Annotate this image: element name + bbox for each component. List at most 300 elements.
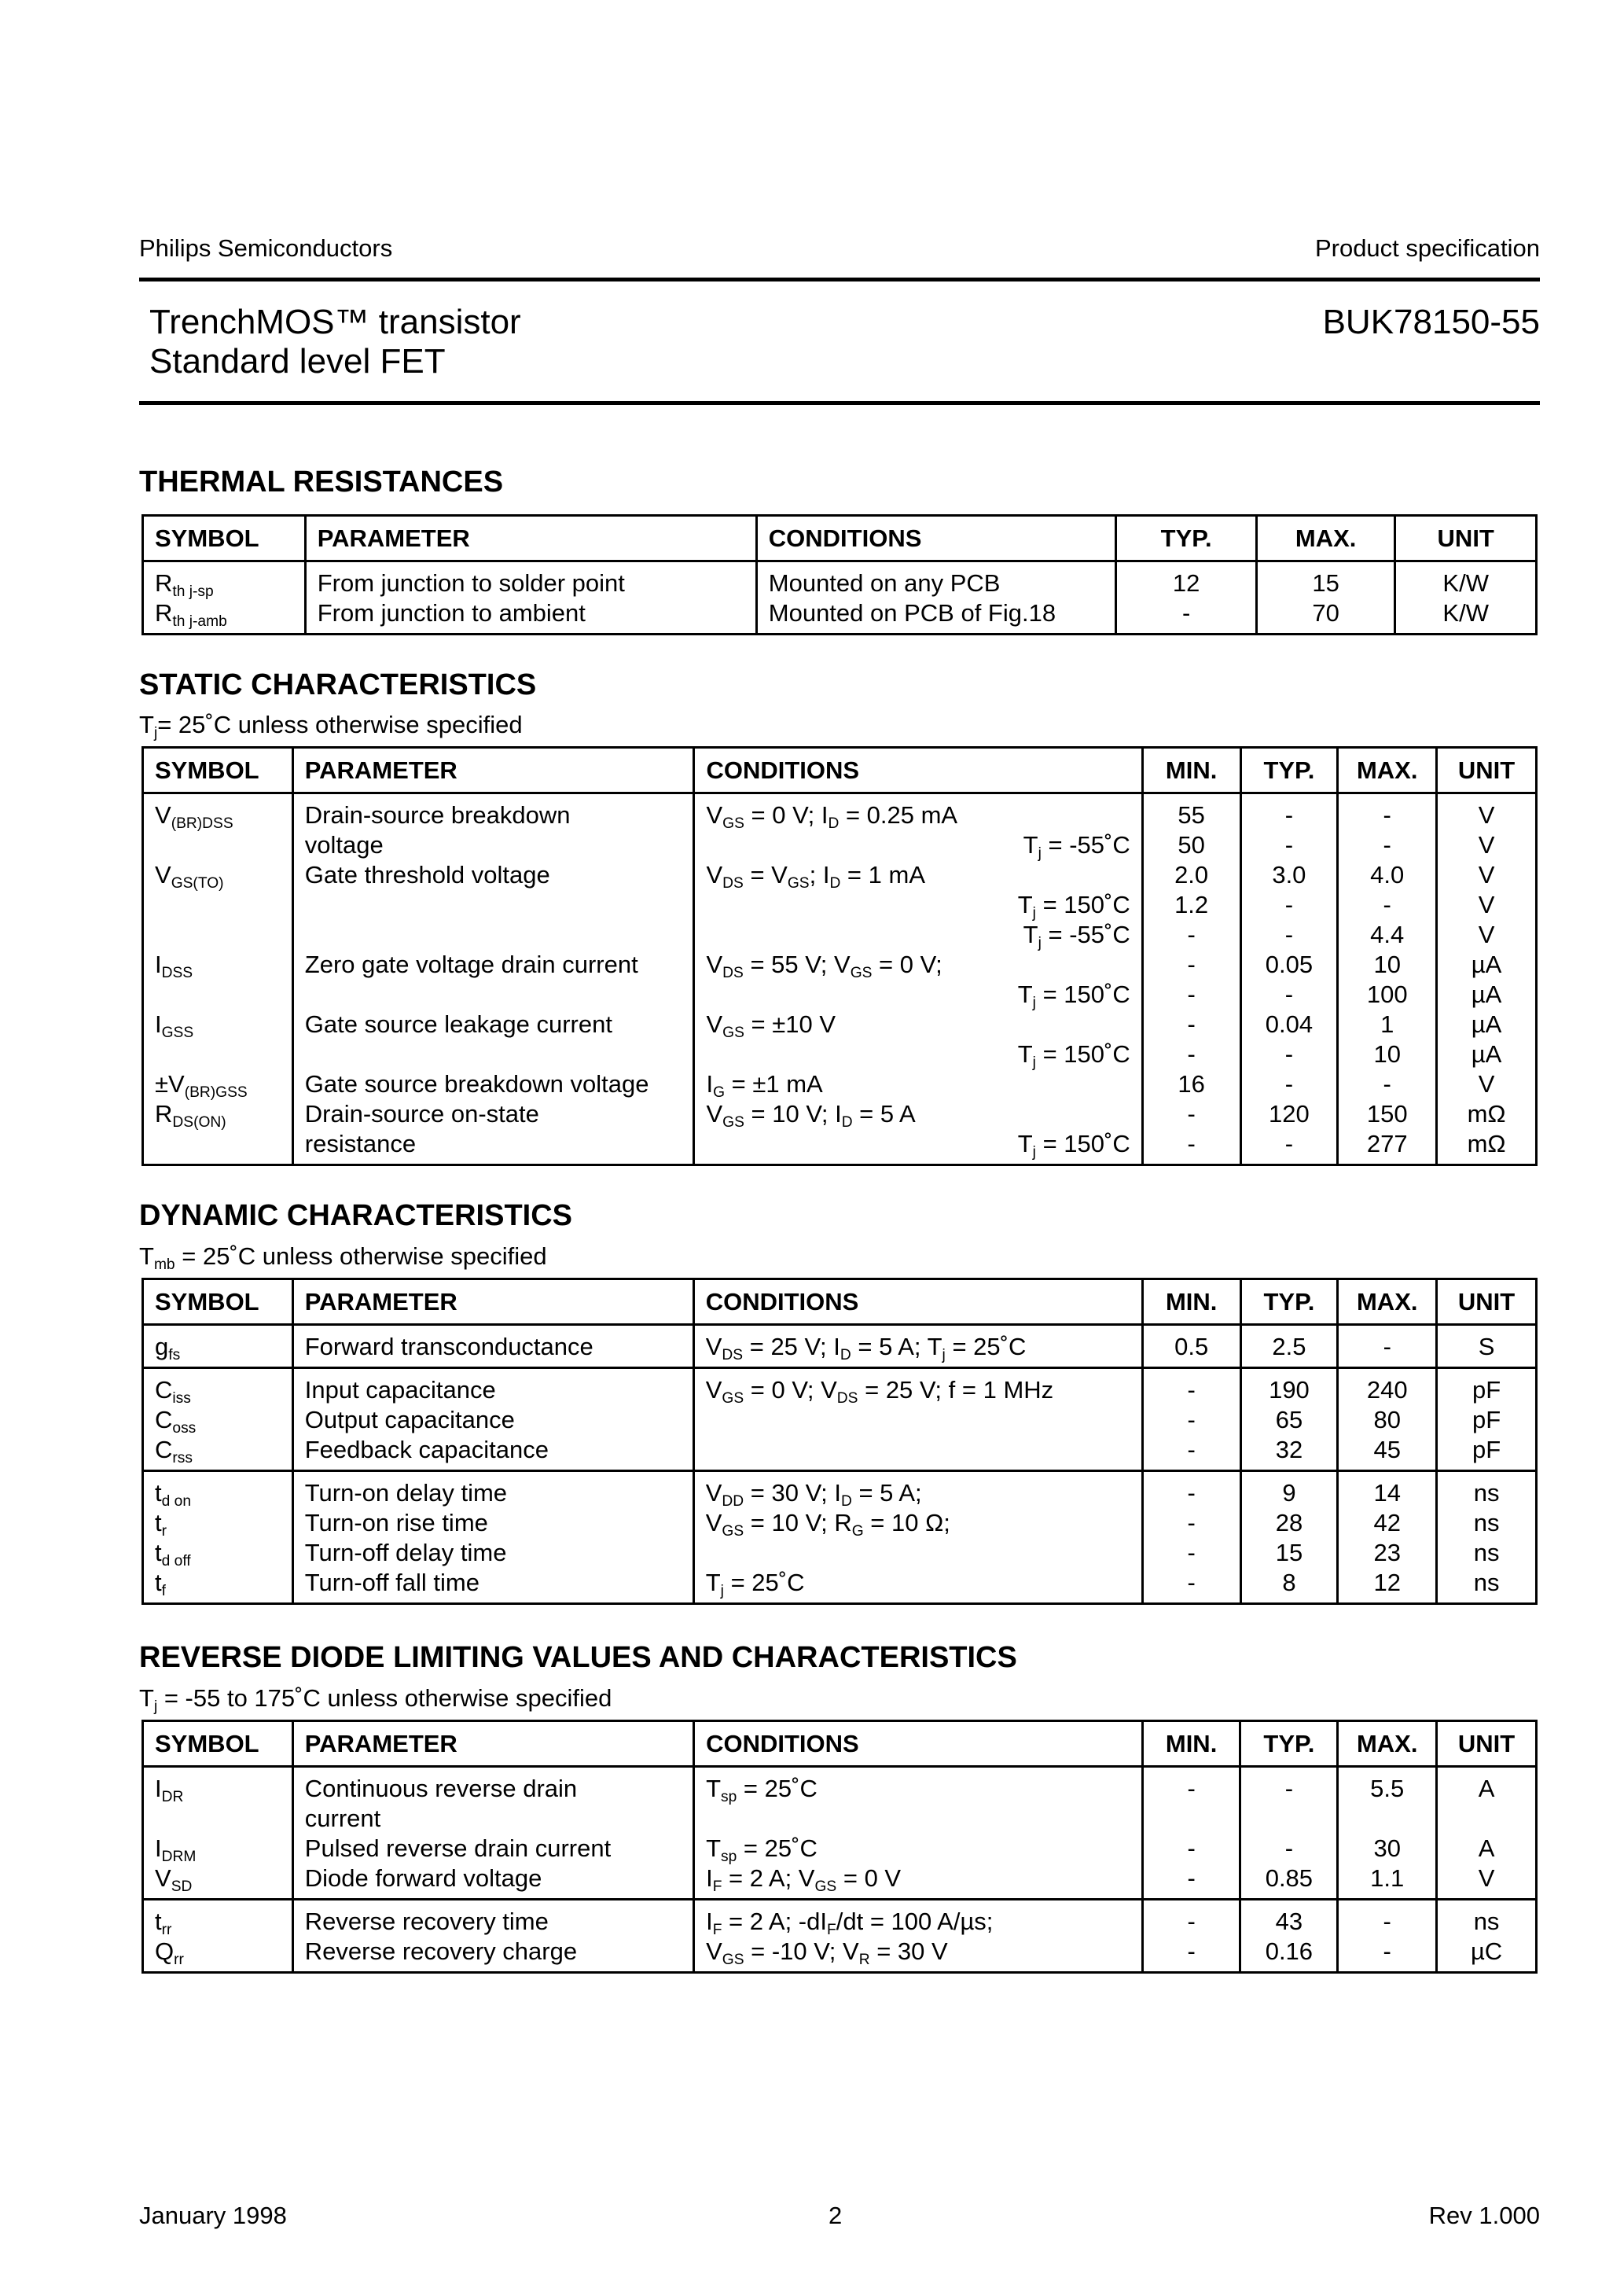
symbol-subscript: (BR)DSS [171,815,233,833]
equals-sign: = [1035,1130,1064,1157]
max-value: - [1383,1937,1391,1965]
symbol [155,1129,281,1159]
symbol-subscript: SD [171,1878,193,1896]
condition-text: Mounted on any PCB [768,569,1001,597]
condition-part: V [706,1937,722,1965]
top-rule [139,278,1540,281]
condition-text [706,1405,1130,1435]
condition-text [706,800,1130,833]
row-group [143,1368,1537,1471]
condition-text [706,1538,1130,1568]
parameter-text: Zero gate voltage drain current [304,951,638,978]
condition-text [706,1568,1130,1598]
unit-value: µA [1471,1010,1502,1038]
symbol-subscript: GS(TO) [171,875,224,892]
min-cell [1142,793,1240,1165]
symbol-subscript: oss [172,1420,197,1437]
condition-text [706,1478,1130,1508]
symbol [155,1834,281,1864]
min-value: 16 [1178,1070,1205,1098]
max-cell [1338,793,1437,1165]
symbol-letter: I [155,1775,162,1802]
symbol-subscript: rr [174,1952,184,1969]
unit-value: A [1478,1834,1495,1862]
symbol [155,920,281,950]
min-value: - [1187,1834,1196,1862]
symbol-letter: t [155,1908,162,1935]
condition-text [706,1804,1130,1834]
max-value: 240 [1366,1376,1408,1404]
symbol-subscript: th j-amb [172,613,227,631]
table-row [143,1767,1537,1900]
condition-subscript: DD [722,1493,744,1510]
condition-subscript: F [712,1878,722,1896]
parameter-text: From junction to solder point [317,569,625,597]
unit-value: V [1478,1864,1495,1892]
symbol-letter: t [155,1509,162,1536]
column-header: CONDITIONS [694,748,1142,793]
typ-value: 2.5 [1272,1333,1306,1360]
typ-value: 28 [1275,1509,1303,1536]
parameter-text: Drain-source breakdown [304,801,571,829]
symbol-letter: t [155,1479,162,1507]
symbol [155,568,293,601]
thermal-table [141,514,1538,635]
condition-part: = 55 V; V [743,951,851,978]
column-header: TYP. [1116,516,1256,561]
condition-text [706,1069,1130,1102]
temperature-symbol: T [1017,1130,1033,1157]
parameter-cell [305,561,756,635]
max-value: 10 [1373,1040,1401,1068]
company-name: Philips Semiconductors [139,234,393,262]
typ-value: 15 [1275,1539,1303,1566]
column-header: MAX. [1338,1279,1437,1325]
condition-part: = 10 V; I [744,1100,842,1128]
temperature-value: 150˚C [1064,981,1130,1008]
max-value: 1 [1380,1010,1394,1038]
condition-part: = 25 V; f = 1 MHz [858,1376,1054,1404]
parameter-text [305,890,682,920]
condition-part: V [705,1333,722,1360]
max-value: 14 [1373,1479,1401,1507]
dynamic-note-t: T [139,1242,154,1270]
condition-subscript: DS [722,875,744,892]
max-value: - [1383,891,1391,918]
temperature-symbol: T [1017,981,1033,1008]
condition-text [706,1774,1130,1804]
min-value: - [1187,1010,1196,1038]
max-value: 4.4 [1370,921,1405,948]
condition-part: = V [743,861,788,889]
condition-part: = 0 V; V [744,1376,837,1404]
condition-part: I [706,1070,714,1098]
table-row [143,1900,1537,1973]
condition-part: = 5 A; [851,1479,922,1507]
condition-part: = 25˚C [737,1775,818,1802]
thermal-heading: THERMAL RESISTANCES [139,465,504,499]
condition-part: = 10 Ω; [863,1509,950,1536]
condition-subscript: GS [850,965,873,982]
condition-text [706,1435,1130,1465]
parameter-text: Gate source leakage current [304,1010,612,1038]
column-header: CONDITIONS [756,516,1116,561]
symbol [155,860,281,890]
unit-value: µA [1471,1040,1502,1068]
symbol-subscript: fs [168,1347,181,1364]
typ-value: - [1284,1130,1294,1157]
dynamic-note-text: = 25˚C unless otherwise specified [175,1242,547,1270]
unit-value: V [1478,1070,1495,1098]
static-table [141,746,1538,1166]
temperature-condition [706,1129,1130,1159]
typ-value: - [1284,801,1294,829]
typ-value: 32 [1275,1436,1303,1463]
symbol-letter: R [155,1100,173,1128]
symbol [155,830,281,860]
temperature-condition [706,830,1130,863]
equals-sign: = [1041,831,1070,859]
parameter-cell [292,1368,693,1471]
column-header: SYMBOL [143,1721,293,1767]
max-value: - [1383,801,1391,829]
max-value [1350,1804,1424,1834]
typ-cell [1240,793,1338,1165]
column-header: UNIT [1395,516,1537,561]
typ-value: - [1284,1775,1294,1802]
unit-value: mΩ [1467,1100,1506,1128]
table-row [143,561,1537,635]
part-number: BUK78150-55 [1322,303,1540,341]
static-note-text: = 25˚C unless otherwise specified [157,711,523,738]
max-cell [1338,1368,1437,1471]
symbol [155,598,293,631]
parameter-text: Reverse recovery time [304,1908,549,1935]
condition-subscript: F [827,1922,836,1939]
condition-part: V [705,1509,722,1536]
condition-part: = 5 A [852,1100,916,1128]
max-value: 100 [1366,981,1408,1008]
condition-subscript: GS [722,1025,744,1042]
max-value: 5.5 [1370,1775,1405,1802]
condition-subscript: G [713,1084,726,1102]
unit-value: S [1478,1333,1495,1360]
typ-value: 65 [1275,1406,1303,1433]
parameter-text: Drain-source on-state [304,1100,539,1128]
temperature-symbol: T [1017,891,1033,918]
symbol [155,1864,281,1896]
unit-value: µA [1471,981,1502,1008]
table-header-row [143,1279,1537,1325]
condition-part: = 1 mA [840,861,925,889]
min-value: - [1187,1479,1196,1507]
static-heading: STATIC CHARACTERISTICS [139,668,537,701]
table-row [143,1368,1537,1471]
reverse-note [139,1684,612,1716]
symbol-letter: R [155,599,173,627]
row-group [143,1900,1537,1973]
parameter-text: Turn-on rise time [304,1509,488,1536]
symbol-letter: V [155,861,171,889]
unit-value: V [1478,861,1495,889]
condition-subscript: j [720,1583,724,1600]
unit-value: ns [1473,1908,1500,1935]
static-note-sub: j [153,725,158,742]
max-cell [1338,1325,1437,1368]
typ-value: 9 [1282,1479,1296,1507]
column-header: MIN. [1142,748,1240,793]
parameter-cell [292,1325,693,1368]
reverse-note-sub: j [153,1698,158,1716]
typ-value: - [1181,599,1191,627]
unit-value: K/W [1442,569,1489,597]
column-header: PARAMETER [292,1721,693,1767]
unit-value: ns [1473,1569,1500,1596]
parameter-cell [292,1767,693,1900]
typ-value [1252,1804,1325,1834]
temperature-value: 150˚C [1064,1130,1130,1157]
min-value: - [1187,1775,1196,1802]
condition-part: T [706,1834,722,1862]
min-value: - [1187,1509,1196,1536]
max-value: 12 [1373,1569,1401,1596]
product-title-line1: TrenchMOS™ transistor [149,303,521,341]
symbol-subscript: d off [161,1553,191,1570]
typ-value: - [1284,1070,1294,1098]
unit-value [1449,1804,1524,1834]
equals-sign: = [1035,1040,1064,1068]
min-value: - [1187,1130,1196,1157]
symbol-cell [143,1325,293,1368]
typ-value: 8 [1282,1569,1296,1596]
symbol-subscript: GSS [161,1025,194,1042]
max-value: - [1383,1908,1391,1935]
symbol [155,1478,281,1508]
temperature-value: 150˚C [1064,891,1130,918]
min-value: 50 [1178,831,1205,859]
condition-part: I [706,1908,713,1935]
parameter-text: voltage [304,831,384,859]
condition-text [706,1864,1130,1896]
max-value: 10 [1373,951,1401,978]
symbol-subscript: d on [161,1493,191,1510]
condition-subscript: GS [722,815,744,833]
condition-subscript: GS [722,1114,744,1131]
condition-part: = 0 V; [872,951,942,978]
temperature-subscript: j [1032,1144,1036,1161]
symbol-cell [143,561,306,635]
table-header-row [143,1721,1537,1767]
symbol-cell [143,1471,293,1604]
footer-revision: Rev 1.000 [1428,2202,1540,2229]
column-header: MAX. [1256,516,1395,561]
typ-value: 190 [1269,1376,1310,1404]
symbol [155,1907,281,1937]
max-cell [1256,561,1395,635]
unit-value: K/W [1442,599,1489,627]
parameter-text: Feedback capacitance [304,1436,549,1463]
typ-value: 0.05 [1265,951,1314,978]
min-cell [1142,1471,1240,1604]
unit-value: pF [1472,1376,1501,1404]
conditions-cell [694,793,1142,1165]
min-value: - [1187,981,1196,1008]
parameter-text [305,980,682,1010]
condition-part: ; I [809,861,830,889]
unit-value: pF [1472,1406,1501,1433]
max-value: 15 [1312,569,1339,597]
column-header: UNIT [1437,1721,1537,1767]
condition-subscript: GS [814,1878,837,1896]
unit-value: V [1478,801,1495,829]
unit-value: ns [1473,1539,1500,1566]
table-header-row [143,748,1537,793]
condition-part: = 25 V; I [743,1333,840,1360]
condition-part: V [706,801,723,829]
parameter-text: Forward transconductance [304,1333,593,1360]
table-row [143,1471,1537,1604]
typ-cell [1240,1325,1338,1368]
typ-value: 0.85 [1265,1864,1314,1892]
unit-value: A [1478,1775,1495,1802]
page-number: 2 [829,2202,843,2229]
condition-text [706,1937,1130,1967]
conditions-cell [693,1325,1142,1368]
symbol [155,1804,281,1834]
symbol-subscript: rr [161,1922,172,1939]
min-value: 55 [1178,801,1205,829]
condition-subscript: D [829,875,841,892]
condition-subscript: D [828,815,840,833]
condition-part: = 0 V; I [744,801,829,829]
unit-cell [1437,1900,1537,1973]
symbol-subscript: DR [161,1789,184,1806]
symbol [155,1435,281,1465]
row-group [143,1325,1537,1368]
condition-subscript: R [858,1952,870,1969]
temperature-value: -55˚C [1069,831,1130,859]
min-value: - [1187,1569,1196,1596]
dynamic-table [141,1278,1538,1605]
condition-subscript: sp [721,1849,737,1866]
parameter-text: resistance [304,1130,417,1157]
parameter-text: Diode forward voltage [304,1864,542,1892]
min-value: - [1187,1937,1196,1965]
symbol-subscript: f [161,1583,166,1600]
symbol [155,950,281,980]
conditions-cell [694,1900,1143,1973]
max-value: 23 [1373,1539,1401,1566]
typ-value: - [1284,831,1294,859]
min-value: 1.2 [1174,891,1209,918]
condition-subscript: G [851,1523,864,1540]
symbol [155,1405,281,1435]
symbol-letter: t [155,1569,162,1596]
condition-part: = 2 A; V [722,1864,815,1892]
typ-cell [1240,1368,1338,1471]
condition-part: = 2 A; -dI [722,1908,827,1935]
temperature-subscript: j [1032,995,1036,1012]
min-value: - [1187,921,1196,948]
condition-text [706,1332,1130,1362]
typ-value: 43 [1275,1908,1303,1935]
column-header: UNIT [1437,1279,1537,1325]
row-group [143,1767,1537,1900]
column-header: TYP. [1240,1721,1338,1767]
symbol [155,1099,281,1129]
min-cell [1142,1767,1240,1900]
condition-part: = -10 V; V [744,1937,859,1965]
unit-cell [1395,561,1537,635]
symbol-letter: C [155,1376,173,1404]
condition-part: = 0 V [836,1864,902,1892]
conditions-cell [694,1767,1143,1900]
unit-cell [1437,1767,1537,1900]
unit-value: ns [1473,1479,1500,1507]
condition-part: V [705,1479,722,1507]
symbol-letter: I [155,1834,162,1862]
min-value: - [1187,1864,1196,1892]
max-value: - [1383,1070,1391,1098]
temperature-condition [706,980,1130,1010]
min-value: - [1187,1908,1196,1935]
column-header: MAX. [1338,748,1437,793]
max-cell [1338,1471,1437,1604]
max-value: 70 [1312,599,1339,627]
column-header: SYMBOL [143,516,306,561]
symbol [155,890,281,920]
condition-text [706,860,1130,890]
min-value: - [1187,1040,1196,1068]
unit-value: mΩ [1467,1130,1506,1157]
unit-cell [1437,1325,1537,1368]
parameter-cell [292,1900,693,1973]
symbol-letter: C [155,1436,173,1463]
temperature-symbol: T [1023,831,1038,859]
condition-subscript: GS [722,1952,744,1969]
condition-part: V [706,861,723,889]
column-header: SYMBOL [143,748,293,793]
condition-part: /dt = 100 A/µs; [836,1908,994,1935]
static-note-t: T [139,711,154,738]
symbol [155,980,281,1010]
min-value: - [1187,1406,1196,1433]
typ-value: 120 [1269,1100,1310,1128]
symbol-letter: C [155,1406,173,1433]
max-value: - [1383,1333,1391,1360]
parameter-text: Turn-on delay time [304,1479,508,1507]
condition-text [706,950,1130,980]
temperature-subscript: j [1038,845,1042,863]
max-value: 42 [1373,1509,1401,1536]
footer-date: January 1998 [139,2202,287,2229]
condition-part: = 25˚C [945,1333,1027,1360]
parameter-text: Continuous reverse drain [304,1775,578,1802]
typ-value: 0.04 [1265,1010,1314,1038]
temperature-condition [706,920,1130,950]
condition-text [706,1907,1130,1937]
column-header: CONDITIONS [694,1721,1143,1767]
parameter-text: Turn-off delay time [304,1539,507,1566]
reverse-note-text: = -55 to 175˚C unless otherwise specified [157,1684,612,1712]
temperature-symbol: T [1017,1040,1033,1068]
symbol-subscript: DS(ON) [172,1114,226,1131]
symbol [155,1774,281,1804]
symbol [155,1039,281,1069]
conditions-cell [693,1368,1142,1471]
parameter-text: Reverse recovery charge [304,1937,578,1965]
condition-part: T [706,1775,722,1802]
